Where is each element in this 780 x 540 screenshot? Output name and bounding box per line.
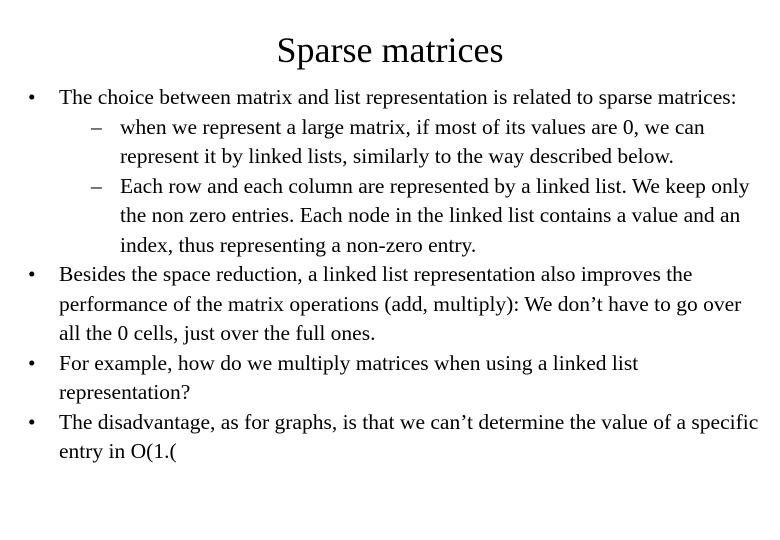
sub-bullet-text: Each row and each column are represented by a linked list. We keep only the non zero entries. Each node in the linked list contains a value and an index, thus representing a non-zero entry. xyxy=(120,173,750,257)
sub-bullet-item xyxy=(59,172,768,261)
bullet-text: For example, how do we multiply matrices when using a linked list representation? xyxy=(59,350,639,404)
bullet-list xyxy=(28,83,768,467)
bullet-marker: • xyxy=(28,85,36,109)
sub-bullet-marker: – xyxy=(91,114,102,139)
bullet-item xyxy=(28,408,768,467)
slide-title: Sparse matrices xyxy=(276,30,504,70)
bullet-item xyxy=(28,83,768,260)
bullet-marker: • xyxy=(28,262,36,286)
bullet-text: The disadvantage, as for graphs, is that we can’t determine the value of a specific entry in O(1.( xyxy=(59,409,759,463)
bullet-text: The choice between matrix and list representation is related to sparse matrices: xyxy=(59,85,737,109)
sub-bullet-marker: – xyxy=(91,173,102,198)
bullet-item xyxy=(28,349,768,408)
bullet-marker: • xyxy=(28,350,36,375)
bullet-item xyxy=(28,260,768,349)
sub-bullet-item xyxy=(59,113,768,172)
sub-bullet-list xyxy=(59,113,768,261)
bullet-text: Besides the space reduction, a linked list representation also improves the performance of the matrix operations (add, multiply): We don’t have to go over all the 0 cells, just over the full ones. xyxy=(59,262,742,345)
sub-bullet-text: when we represent a large matrix, if most of its values are 0, we can represent it by linked lists, similarly to the way described below. xyxy=(120,114,705,168)
bullet-marker: • xyxy=(28,409,36,434)
